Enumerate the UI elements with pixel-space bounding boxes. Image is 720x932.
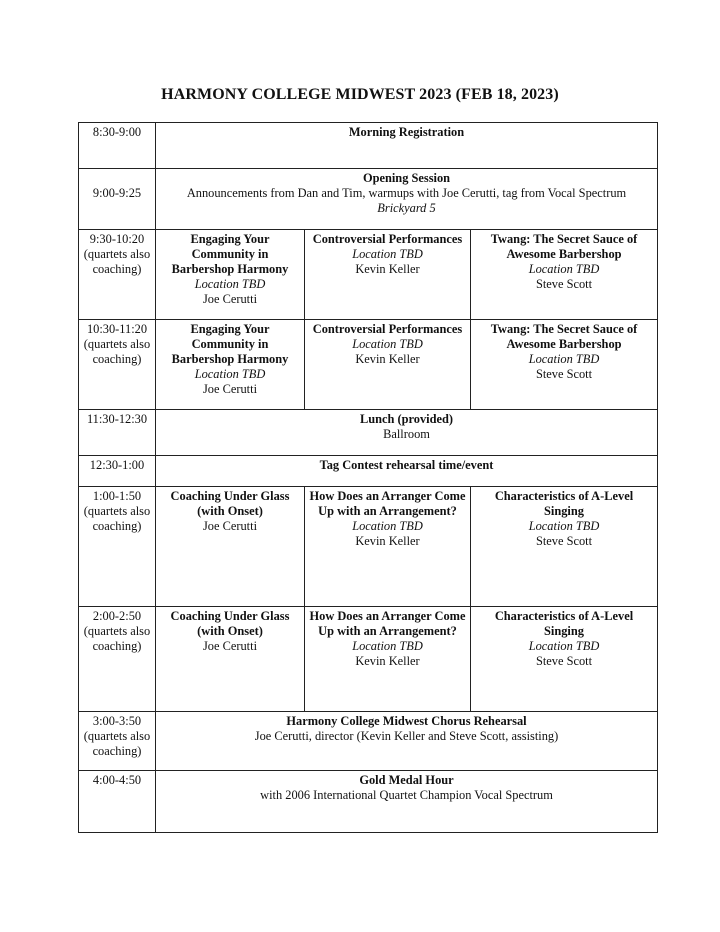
session-title: Engaging Your Community in Barbershop Harmony	[171, 232, 289, 276]
session-title: How Does an Arranger Come Up with an Arrangement?	[309, 609, 466, 638]
session-presenter: Steve Scott	[535, 654, 593, 668]
schedule-row	[79, 123, 658, 169]
session-location: Location TBD	[528, 352, 600, 366]
session-location: Location TBD	[528, 262, 600, 276]
session-title: Controversial Performances	[312, 322, 463, 336]
time-slot: 4:00-4:50	[92, 773, 142, 787]
session-cell	[305, 230, 471, 320]
session-cell	[471, 320, 658, 410]
schedule-row	[79, 320, 658, 410]
time-cell	[79, 456, 156, 487]
session-presenter: Steve Scott	[535, 277, 593, 291]
event-title: Harmony College Midwest Chorus Rehearsal	[286, 714, 527, 728]
time-cell	[79, 487, 156, 607]
event-title: Opening Session	[362, 171, 451, 185]
event-cell	[156, 456, 658, 487]
time-cell	[79, 169, 156, 230]
session-title: Coaching Under Glass (with Onset)	[170, 609, 290, 638]
schedule-row	[79, 607, 658, 712]
event-description: with 2006 International Quartet Champion Vocal Spectrum	[260, 788, 553, 802]
event-cell	[156, 410, 658, 456]
session-location: Location TBD	[352, 337, 423, 351]
schedule-row	[79, 487, 658, 607]
session-presenter: Kevin Keller	[355, 534, 420, 548]
session-location: Location TBD	[528, 639, 600, 653]
schedule-row	[79, 771, 658, 833]
schedule-row	[79, 169, 658, 230]
time-slot: 3:00-3:50	[92, 714, 142, 728]
time-slot: 12:30-1:00	[89, 458, 145, 472]
schedule-row	[79, 410, 658, 456]
event-cell	[156, 771, 658, 833]
session-location: Location TBD	[352, 247, 423, 261]
event-location: Brickyard 5	[377, 201, 436, 215]
time-cell	[79, 410, 156, 456]
session-cell	[471, 487, 658, 607]
event-cell	[156, 712, 658, 771]
session-location: Location TBD	[194, 367, 266, 381]
time-slot: 9:00-9:25	[92, 186, 142, 200]
session-presenter: Steve Scott	[535, 534, 593, 548]
schedule-row	[79, 230, 658, 320]
time-note: (quartets also coaching)	[83, 247, 151, 276]
event-title: Tag Contest rehearsal time/event	[319, 458, 494, 472]
schedule-row	[79, 456, 658, 487]
session-title: Controversial Performances	[312, 232, 463, 246]
time-cell	[79, 712, 156, 771]
session-title: Twang: The Secret Sauce of Awesome Barbershop	[490, 322, 638, 351]
time-cell	[79, 607, 156, 712]
time-note: (quartets also coaching)	[83, 624, 151, 653]
time-slot: 11:30-12:30	[86, 412, 148, 426]
session-location: Location TBD	[528, 519, 600, 533]
time-cell	[79, 771, 156, 833]
time-slot: 9:30-10:20	[89, 232, 145, 246]
session-title: Characteristics of A-Level Singing	[494, 489, 634, 518]
event-description: Joe Cerutti, director (Kevin Keller and Steve Scott, assisting)	[254, 729, 559, 743]
time-slot: 1:00-1:50	[92, 489, 142, 503]
time-cell	[79, 123, 156, 169]
session-presenter: Kevin Keller	[355, 352, 420, 366]
session-location: Location TBD	[194, 277, 266, 291]
session-title: Engaging Your Community in Barbershop Harmony	[171, 322, 289, 366]
session-cell	[156, 320, 305, 410]
event-description: Ballroom	[383, 427, 430, 441]
session-cell	[305, 320, 471, 410]
event-title: Gold Medal Hour	[359, 773, 454, 787]
event-description: Announcements from Dan and Tim, warmups with Joe Cerutti, tag from Vocal Spectrum	[186, 186, 627, 200]
session-presenter: Steve Scott	[535, 367, 593, 381]
document-title: HARMONY COLLEGE MIDWEST 2023 (FEB 18, 2023)	[161, 86, 559, 103]
time-slot: 10:30-11:20	[86, 322, 148, 336]
session-title: Coaching Under Glass (with Onset)	[170, 489, 290, 518]
session-cell	[471, 607, 658, 712]
session-title: How Does an Arranger Come Up with an Arrangement?	[309, 489, 466, 518]
session-cell	[471, 230, 658, 320]
session-cell	[305, 607, 471, 712]
session-cell	[156, 607, 305, 712]
session-presenter: Joe Cerutti	[202, 292, 258, 306]
event-cell	[156, 123, 658, 169]
session-cell	[305, 487, 471, 607]
session-cell	[156, 487, 305, 607]
time-note: (quartets also coaching)	[83, 729, 151, 758]
time-slot: 8:30-9:00	[92, 125, 142, 139]
schedule-row	[79, 712, 658, 771]
time-note: (quartets also coaching)	[83, 504, 151, 533]
session-location: Location TBD	[352, 519, 423, 533]
session-presenter: Kevin Keller	[355, 654, 420, 668]
time-cell	[79, 230, 156, 320]
time-slot: 2:00-2:50	[92, 609, 142, 623]
session-presenter: Kevin Keller	[355, 262, 420, 276]
time-cell	[79, 320, 156, 410]
session-location: Location TBD	[352, 639, 423, 653]
session-presenter: Joe Cerutti	[202, 382, 258, 396]
session-cell	[156, 230, 305, 320]
event-title: Lunch (provided)	[359, 412, 454, 426]
session-presenter: Joe Cerutti	[202, 519, 258, 533]
event-cell	[156, 169, 658, 230]
session-presenter: Joe Cerutti	[202, 639, 258, 653]
event-title: Morning Registration	[348, 125, 465, 139]
schedule-table	[78, 122, 658, 833]
session-title: Twang: The Secret Sauce of Awesome Barbershop	[490, 232, 638, 261]
session-title: Characteristics of A-Level Singing	[494, 609, 634, 638]
time-note: (quartets also coaching)	[83, 337, 151, 366]
